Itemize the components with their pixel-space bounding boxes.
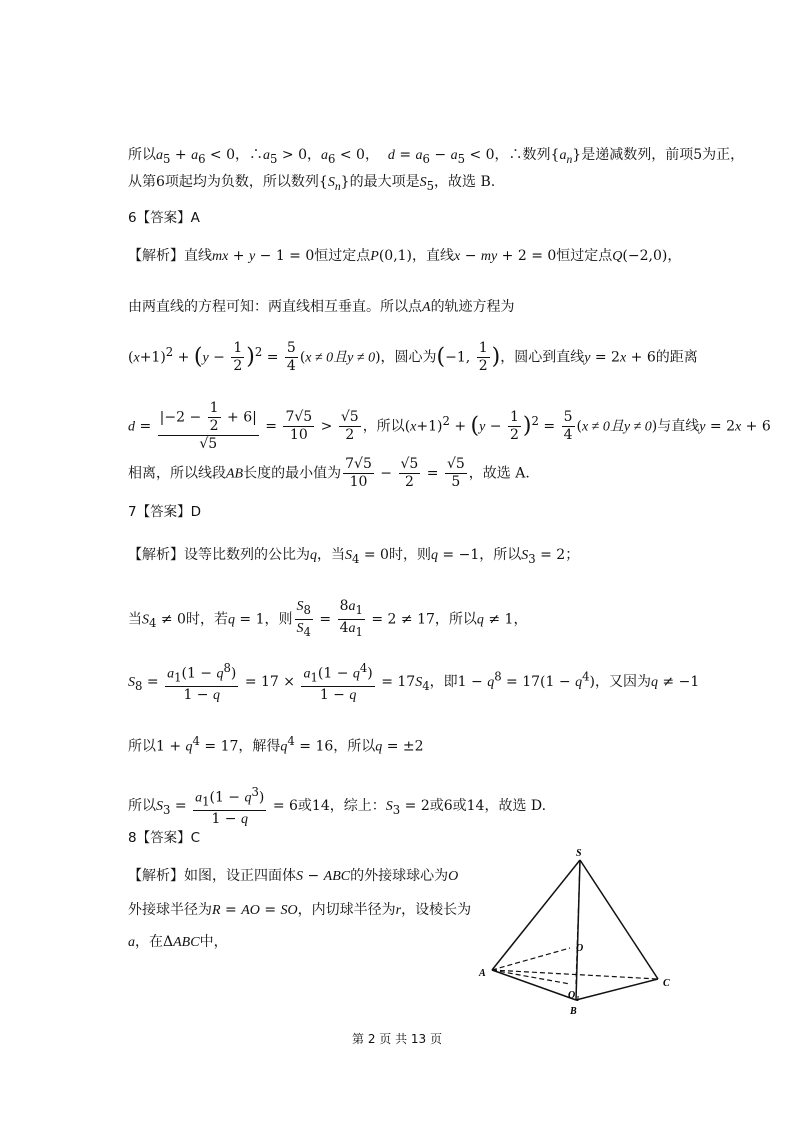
q6-line-3: $(x+1)^2 + (y$ − $\frac{1}{2}$ )$^2$ = $\frac{5}{4}$ (x ≠ 0且y ≠ 0)，圆心为(−1, $\frac{1}{2}$ )，圆心到直线y = 2x + 6的距离: [128, 340, 698, 374]
page-footer: 第 2 页 共 13 页: [352, 1032, 442, 1046]
label-O1: O: [568, 990, 576, 1001]
q8-line-1: 【解析】如图，设正四面体S − ABC的外接球球心为O: [128, 868, 459, 884]
label-O1-subscript: 1: [576, 995, 580, 1003]
q6-line-2: 由两直线的方程可知：两直线相互垂直。所以点A的轨迹方程为: [128, 299, 515, 315]
q7-line-5: 所以$S_3$ = $\frac{a_1(1 - q^3)}{1 - q}$ = 6或14，综上：$S_3 = 2$或6或14，故选 D.: [128, 785, 547, 828]
q7-line-2: 当$S_4 \ne 0$时，若q = 1，则 $\frac{S_8}{S_4}$ = $\frac{8a_1}{4a_1}$ = 2 ≠ 17，所以q ≠ 1，: [128, 598, 528, 639]
label-O: O: [576, 943, 584, 954]
label-B: B: [570, 1006, 577, 1017]
q8-line-3: a，在ΔABC中，: [128, 934, 228, 950]
q6-answer: 6【答案】A: [128, 210, 200, 226]
text-line-1: 所以$a_5 + a_6 < 0$，$\therefore a_5 > 0$，$a_6 < 0$， $d = a_6 - a_5 < 0$，∴数列$\{a_n\}$是递减数列，前项5为正，: [128, 147, 745, 166]
label-S: S: [576, 848, 582, 859]
q6-line-4: d = |−2 − $\frac{1}{2}$ + 6| √5 = $\frac{7√5}{10}$ > $\frac{√5}{2}$ ，所以$(x+1)^2 + (y$ − $\frac{1}{2}$ )$^2$ = $\frac{5}{4}$ (x ≠ 0且y ≠ 0)与直线y = 2x + 6: [128, 400, 771, 452]
q8-line-2: 外接球半径为R = AO = SO，内切球半径为r，设棱长为: [128, 902, 472, 918]
q8-answer: 8【答案】C: [128, 830, 201, 846]
q6-line-5: 相离，所以线段AB长度的最小值为 $\frac{7√5}{10}$ − $\frac{√5}{2}$ = $\frac{√5}{5}$ ，故选 A.: [128, 456, 530, 490]
label-C: C: [663, 978, 670, 989]
tetrahedron-figure: [470, 842, 685, 1022]
text-line-2: 从第6项起均为负数，所以数列$\{S_n\}$的最大项是$S_5$，故选 B.: [128, 174, 496, 193]
label-A: A: [479, 968, 486, 979]
q6-line-1: 【解析】直线mx + y − 1 = 0恒过定点P(0,1)，直线x − my + 2 = 0恒过定点Q(−2,0)，: [128, 248, 682, 264]
q7-line-1: 【解析】设等比数列的公比为q，当$S_4 = 0$时，则q = −1，所以$S_3 = 2$；: [128, 547, 580, 566]
q7-answer: 7【答案】D: [128, 504, 201, 520]
q7-line-4: 所以$1 + q^4 = 17$，解得$q^4 = 16$，所以q = ±2: [128, 734, 424, 755]
q7-line-3: $S_8$ = $\frac{a_1(1 - q^8)}{1 - q}$ = 17 × $\frac{a_1(1 - q^4)}{1 - q}$ = $17S_4$，即$1 - q^8 = 17(1 - q^4)$，又因为q ≠ −1: [128, 661, 700, 704]
